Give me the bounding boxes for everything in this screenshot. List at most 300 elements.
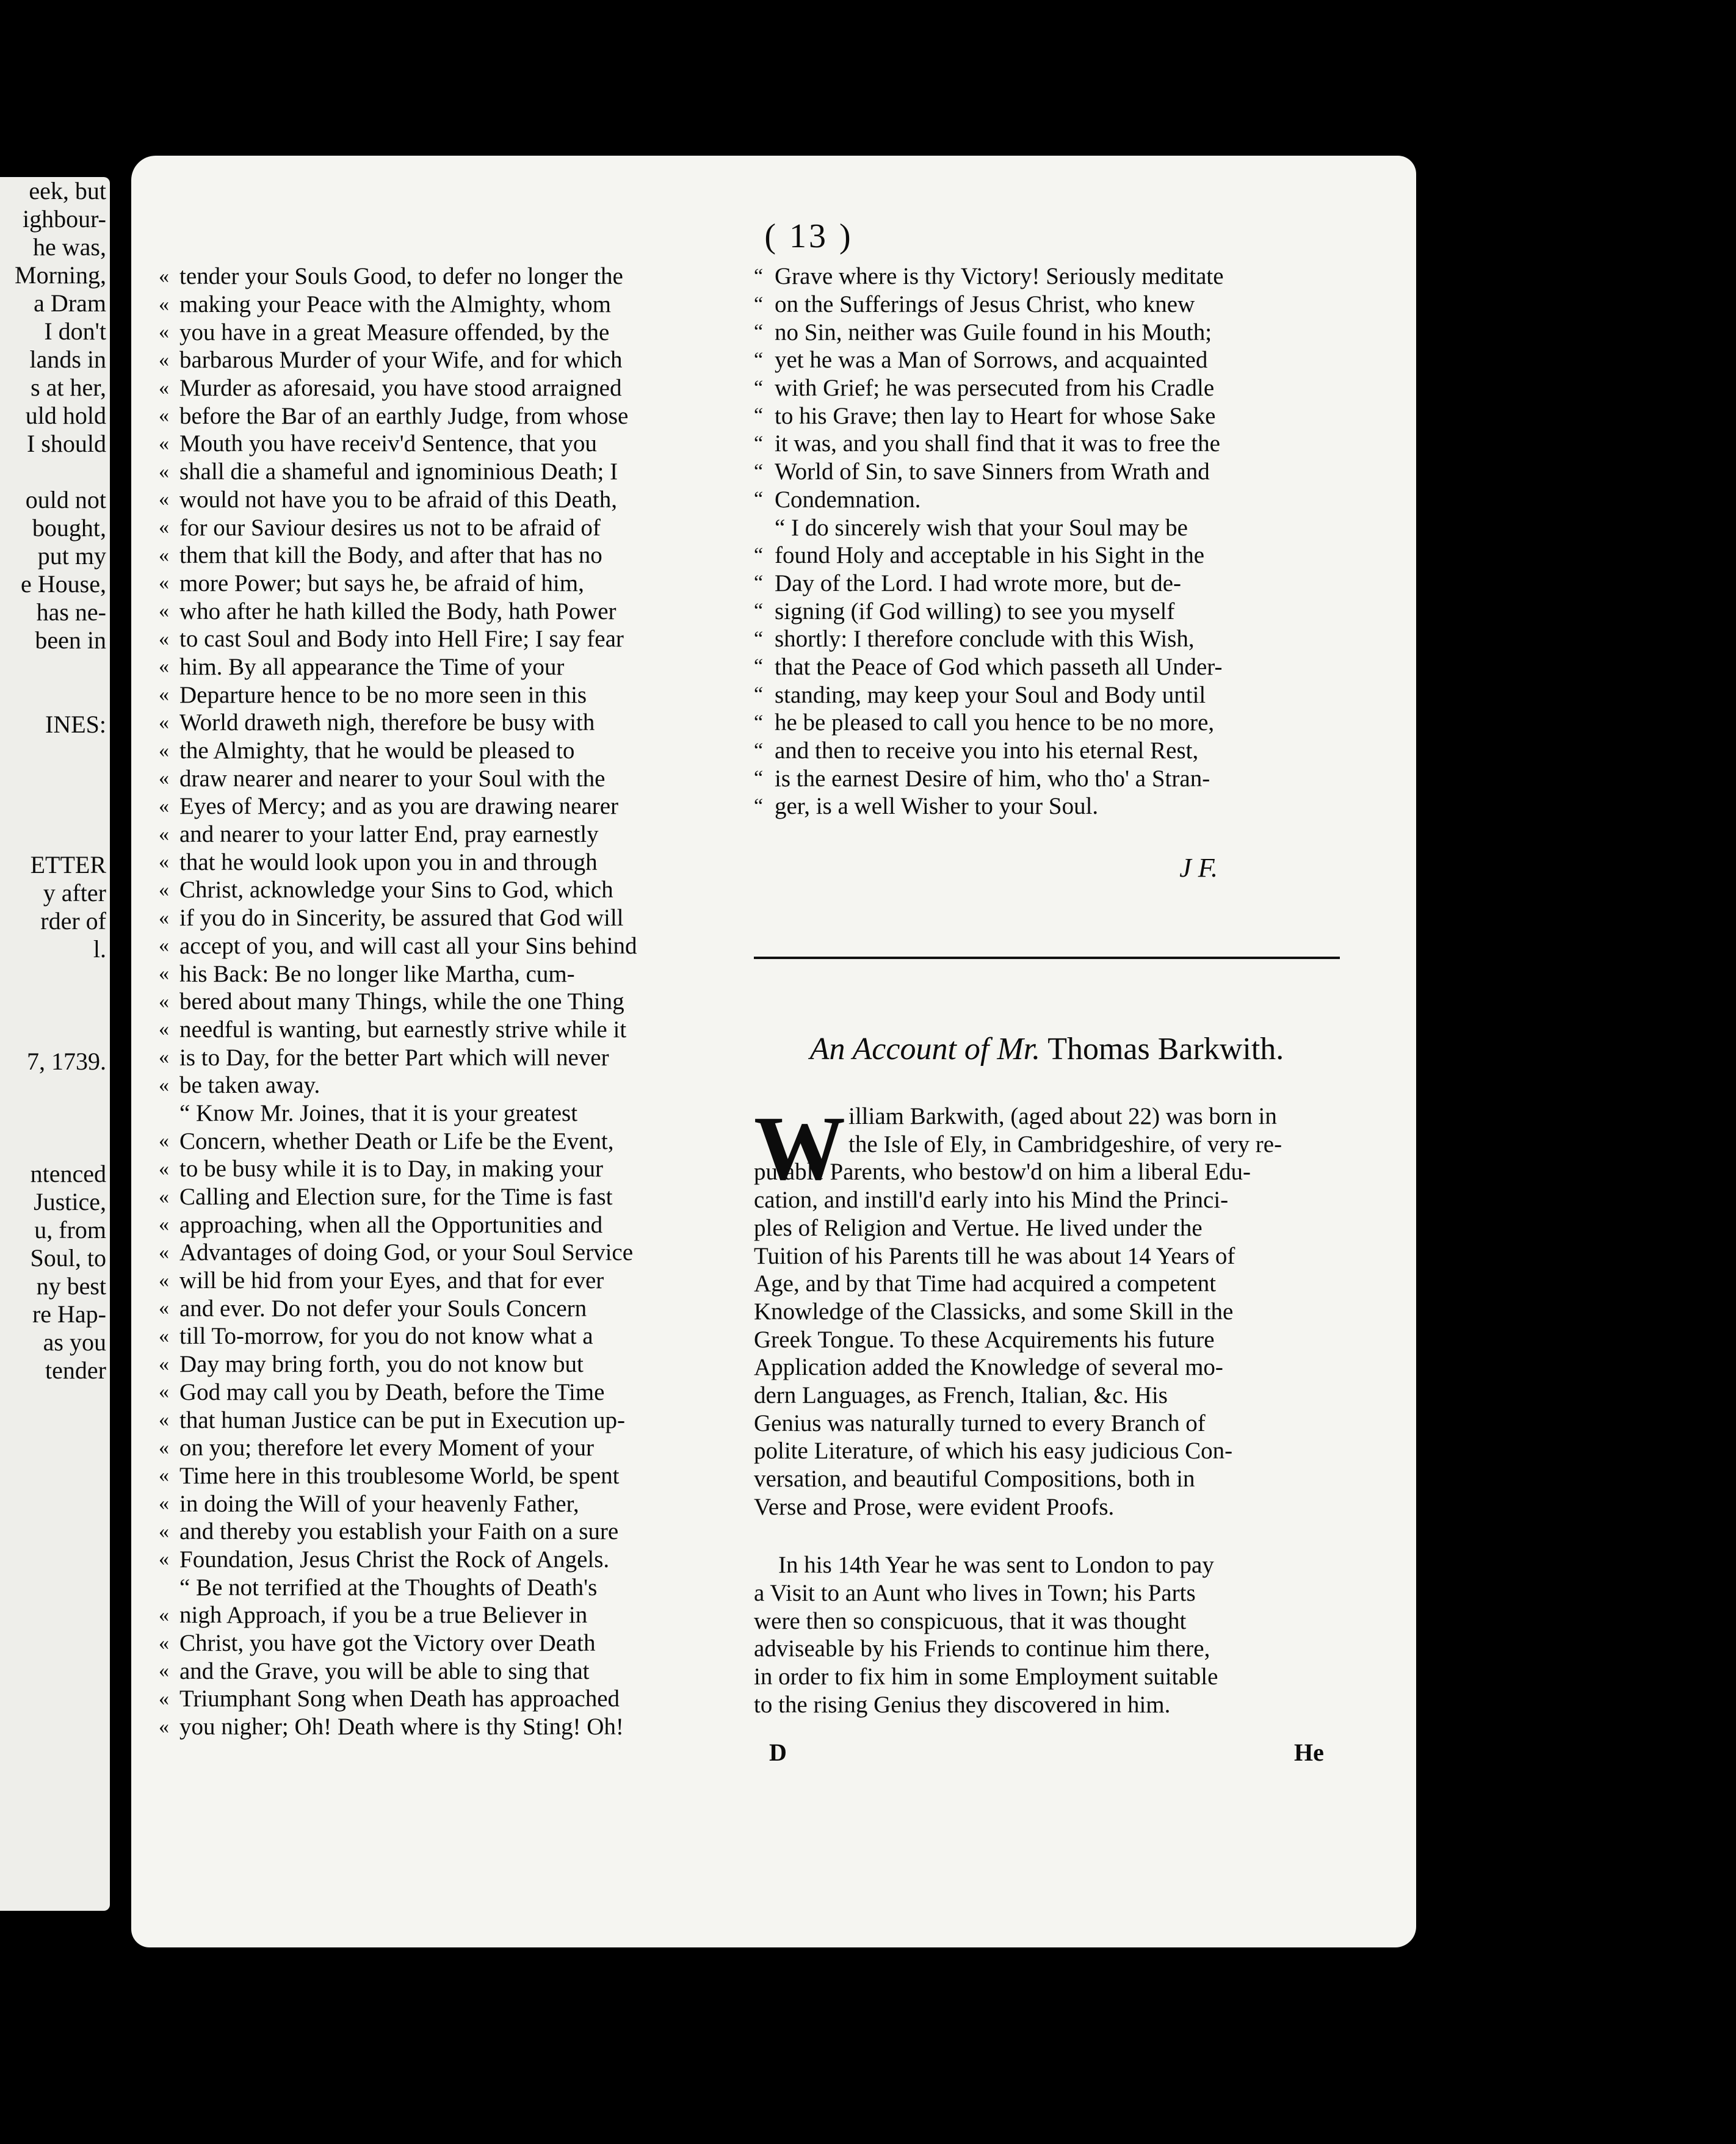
quote-mark: « [159, 1464, 169, 1487]
account-heading-name: Thomas Barkwith. [1047, 1031, 1284, 1067]
line-text: it was, and you shall find that it was to free the [775, 430, 1220, 457]
facing-page-line: ighbour- [23, 205, 106, 233]
text-line [159, 263, 742, 291]
line-text: adviseable by his Friends to continue him there, [754, 1635, 1210, 1662]
line-text: to his Grave; then lay to Heart for whose Sake [775, 402, 1216, 429]
text-line [159, 764, 742, 792]
text-line [159, 291, 742, 319]
line-text: God may call you by Death, before the Time [179, 1378, 605, 1405]
text-line [754, 1298, 1358, 1326]
line-text: tender your Souls Good, to defer no longer the [179, 263, 623, 290]
line-text: Knowledge of the Classicks, and some Skill in the [754, 1298, 1234, 1325]
line-text: polite Literature, of which his easy judicious Con- [754, 1438, 1233, 1465]
line-text: versation, and beautiful Compositions, both in [754, 1466, 1195, 1493]
line-text: World of Sin, to save Sinners from Wrath and [775, 458, 1210, 485]
text-line [754, 1382, 1358, 1410]
text-line [754, 625, 1358, 653]
account-heading-italic: An Account of Mr. [809, 1031, 1041, 1067]
facing-page-line: l. [93, 935, 106, 963]
line-text: on you; therefore let every Moment of your [179, 1435, 595, 1461]
line-text: Application added the Knowledge of several mo- [754, 1354, 1223, 1381]
facing-page-line: u, from [34, 1216, 106, 1244]
text-line [754, 1551, 1358, 1579]
quote-mark: « [159, 794, 169, 817]
line-text: them that kill the Body, and after that has no [179, 542, 602, 569]
text-line [754, 1409, 1358, 1437]
quote-mark: « [159, 683, 169, 706]
facing-page-line: he was, [33, 233, 106, 261]
text-line [754, 709, 1358, 737]
quote-mark: “ [754, 627, 764, 650]
line-text: he be pleased to call you hence to be no more, [775, 709, 1215, 736]
line-text: his Back: Be no longer like Martha, cum- [179, 960, 575, 987]
line-text: Eyes of Mercy; and as you are drawing nearer [179, 793, 619, 820]
line-text: Foundation, Jesus Christ the Rock of Angels. [179, 1546, 610, 1573]
quote-mark: « [159, 934, 169, 957]
line-text: who after he hath killed the Body, hath Power [179, 598, 617, 625]
line-text: shortly: I therefore conclude with this Wish, [775, 626, 1195, 653]
text-line [754, 263, 1358, 291]
quote-mark: « [159, 404, 169, 427]
text-line [754, 1493, 1358, 1521]
facing-page-line: bought, [32, 514, 106, 541]
line-text: the Almighty, that he would be pleased to [179, 737, 575, 764]
quote-mark: « [159, 1352, 169, 1375]
quote-mark: « [159, 348, 169, 371]
text-line [754, 737, 1358, 765]
text-line [159, 318, 742, 346]
quote-mark: “ [754, 571, 764, 595]
line-text: till To-morrow, for you do not know what a [179, 1323, 593, 1350]
quote-mark: « [159, 1046, 169, 1069]
text-line [159, 1518, 742, 1546]
line-text: and nearer to your latter End, pray earnestly [179, 821, 599, 848]
line-text: no Sin, neither was Guile found in his Mouth; [775, 319, 1212, 346]
quote-mark: « [159, 962, 169, 985]
line-text: the Isle of Ely, in Cambridgeshire, of very re- [848, 1131, 1282, 1157]
line-text: Christ, acknowledge your Sins to God, which [179, 877, 613, 904]
quote-mark: « [159, 1324, 169, 1347]
account-paragraph-2 [754, 1551, 1358, 1718]
line-text: is the earnest Desire of him, who tho' a Stran- [775, 765, 1210, 792]
right-column [754, 263, 1358, 1718]
text-line [159, 1267, 742, 1295]
text-line [754, 597, 1358, 625]
line-text: Day may bring forth, you do not know but [179, 1351, 584, 1378]
quote-mark: “ [754, 683, 764, 706]
quote-mark: “ [754, 321, 764, 344]
line-text: you have in a great Measure offended, by the [179, 319, 610, 346]
text-line [159, 1546, 742, 1574]
quote-mark: « [159, 1408, 169, 1432]
text-line [754, 458, 1358, 486]
line-text: signing (if God willing) to see you myself [775, 598, 1175, 625]
drop-cap-letter: W [754, 1097, 845, 1199]
facing-page-line: ould not [25, 486, 106, 513]
facing-page-line: 7, 1739. [27, 1048, 106, 1075]
letter-signature: J F. [1179, 852, 1218, 883]
quote-mark: « [159, 711, 169, 734]
line-text: needful is wanting, but earnestly strive while it [179, 1016, 627, 1043]
quote-mark: « [159, 1715, 169, 1738]
text-line [159, 541, 742, 570]
quote-mark: “ [754, 655, 764, 678]
line-text: Calling and Election sure, for the Time is fast [179, 1184, 613, 1211]
letter-continuation [754, 263, 1358, 820]
text-line [159, 653, 742, 681]
text-line [159, 1685, 742, 1713]
text-line [754, 291, 1358, 319]
facing-page-edge [0, 177, 110, 1911]
quote-mark: « [159, 655, 169, 678]
text-line [754, 1691, 1358, 1719]
line-text: Departure hence to be no more seen in this [179, 681, 587, 708]
line-text: before the Bar of an earthly Judge, from whose [179, 402, 629, 429]
facing-page-line: lands in [29, 346, 106, 373]
line-text: would not have you to be afraid of this Death, [179, 486, 617, 513]
facing-page-line: as you [43, 1328, 106, 1356]
text-line [159, 1629, 742, 1657]
quote-mark: “ [754, 488, 764, 511]
text-line [159, 904, 742, 932]
quote-mark: « [159, 1519, 169, 1543]
text-line [159, 1378, 742, 1407]
quote-mark: “ [754, 404, 764, 427]
text-line [159, 458, 742, 486]
line-text: Murder as aforesaid, you have stood arraigned [179, 375, 622, 402]
facing-page-line: INES: [45, 711, 106, 738]
quote-mark: « [159, 822, 169, 846]
line-text: making your Peace with the Almighty, whom [179, 291, 611, 318]
line-text: “ Be not terrified at the Thoughts of Death's [179, 1574, 598, 1601]
text-line [754, 1437, 1358, 1465]
text-line [754, 346, 1358, 374]
facing-page-line: eek, but [29, 177, 106, 205]
quote-mark: “ [754, 376, 764, 399]
line-text: Greek Tongue. To these Acquirements his future [754, 1326, 1215, 1353]
quote-mark: « [159, 1157, 169, 1180]
text-line [159, 709, 742, 737]
text-line [754, 374, 1358, 402]
line-text: be taken away. [179, 1072, 320, 1099]
text-line [754, 486, 1358, 514]
line-text: if you do in Sincerity, be assured that God will [179, 905, 624, 932]
quote-mark: « [159, 599, 169, 623]
quote-mark: “ [754, 264, 764, 288]
quote-mark: « [159, 432, 169, 455]
line-text: ples of Religion and Vertue. He lived under the [754, 1214, 1203, 1241]
facing-page-line: s at her, [31, 374, 106, 401]
text-line [754, 653, 1358, 681]
quote-mark: “ [754, 599, 764, 623]
line-text: with Grief; he was persecuted from his Cradle [775, 375, 1215, 402]
text-line [754, 1214, 1358, 1242]
line-text: to the rising Genius they discovered in him. [754, 1691, 1171, 1718]
book-page [131, 156, 1416, 1947]
line-text: accept of you, and will cast all your Sins behind [179, 932, 637, 959]
text-line [159, 960, 742, 988]
line-text: a Visit to an Aunt who lives in Town; his Parts [754, 1580, 1196, 1607]
quote-mark: « [159, 516, 169, 539]
quote-mark: « [159, 321, 169, 344]
text-line [159, 625, 742, 653]
facing-page-line: tender [45, 1356, 106, 1384]
quote-mark: « [159, 1018, 169, 1041]
text-line [754, 1242, 1358, 1270]
quote-mark: « [159, 850, 169, 874]
text-line [159, 1016, 742, 1044]
quote-mark: « [159, 264, 169, 288]
line-text: and then to receive you into his eternal Rest, [775, 737, 1199, 764]
line-text: were then so conspicuous, that it was thought [754, 1607, 1187, 1634]
quote-mark: « [159, 906, 169, 929]
text-line [159, 1657, 742, 1685]
line-text: Tuition of his Parents till he was about 14 Years of [754, 1242, 1235, 1269]
text-line [159, 1434, 742, 1462]
line-text: barbarous Murder of your Wife, and for which [179, 347, 623, 374]
text-line [159, 1183, 742, 1211]
line-text: in order to fix him in some Employment suitable [754, 1664, 1218, 1690]
left-column [159, 263, 742, 1740]
line-text: that the Peace of God which passeth all Under- [775, 653, 1223, 680]
facing-page-line: e House, [21, 570, 106, 598]
text-line [159, 1294, 742, 1322]
quote-mark: « [159, 543, 169, 567]
facing-page-line: ny best [36, 1272, 106, 1300]
quote-mark: “ [754, 794, 764, 817]
line-text: to be busy while it is to Day, in making your [179, 1156, 603, 1182]
text-line [159, 876, 742, 904]
line-text: putable Parents, who bestow'd on him a liberal Edu- [754, 1159, 1251, 1186]
line-text: him. By all appearance the Time of your [179, 653, 565, 680]
text-line [754, 1353, 1358, 1382]
quote-mark: “ [754, 739, 764, 762]
account-paragraph-1 [754, 1097, 1358, 1521]
facing-page-line: I should [27, 430, 106, 457]
text-line [754, 1607, 1358, 1635]
quote-mark: “ [754, 543, 764, 567]
line-text: World draweth nigh, therefore be busy with [179, 709, 595, 736]
text-line [159, 1601, 742, 1629]
quote-mark: « [159, 1185, 169, 1208]
line-text: Grave where is thy Victory! Seriously meditate [775, 263, 1224, 290]
facing-page-line: Morning, [15, 261, 106, 289]
text-line [754, 402, 1358, 430]
line-text: and thereby you establish your Faith on a sure [179, 1518, 619, 1545]
line-text: draw nearer and nearer to your Soul with the [179, 765, 606, 792]
line-text: Condemnation. [775, 486, 921, 513]
line-text: Concern, whether Death or Life be the Event, [179, 1128, 614, 1154]
text-line [754, 681, 1358, 709]
section-divider-rule [754, 957, 1340, 959]
quote-mark: « [159, 1380, 169, 1403]
line-text: in doing the Will of your heavenly Father, [179, 1490, 579, 1517]
text-line [159, 1239, 742, 1267]
text-line [754, 1465, 1358, 1493]
line-text: Age, and by that Time had acquired a competent [754, 1270, 1217, 1297]
line-text: bered about many Things, while the one Thing [179, 988, 624, 1015]
catchword: He [1294, 1739, 1324, 1766]
text-line [159, 486, 742, 514]
quote-mark: « [159, 1687, 169, 1710]
account-heading [754, 1031, 1340, 1067]
facing-page-line: Soul, to [30, 1244, 106, 1272]
text-line [159, 597, 742, 625]
facing-page-line: uld hold [25, 402, 106, 429]
line-text: cation, and instill'd early into his Mind the Princi- [754, 1187, 1229, 1214]
text-line [159, 1099, 742, 1128]
text-line [754, 570, 1358, 598]
line-text: for our Saviour desires us not to be afraid of [179, 514, 601, 541]
quote-mark: “ [754, 460, 764, 483]
quote-mark: « [159, 571, 169, 595]
text-line [159, 1211, 742, 1239]
text-line [754, 1663, 1358, 1691]
line-text: shall die a shameful and ignominious Death; I [179, 458, 618, 485]
text-line [159, 430, 742, 458]
text-line [159, 820, 742, 849]
quote-mark: “ [754, 711, 764, 734]
text-line [159, 848, 742, 876]
quote-mark: « [159, 1129, 169, 1153]
line-text: illiam Barkwith, (aged about 22) was born in [848, 1103, 1277, 1130]
line-text: is to Day, for the better Part which will never [179, 1044, 609, 1071]
facing-page-text [15, 177, 106, 1385]
quote-mark: « [159, 767, 169, 790]
facing-page-line: y after [43, 879, 106, 907]
facing-page-line: been in [35, 626, 106, 654]
text-line [754, 513, 1358, 541]
facing-page-line: rder of [40, 907, 106, 935]
facing-page-line: Justice, [34, 1188, 106, 1215]
line-text: Time here in this troublesome World, be spent [179, 1462, 620, 1489]
line-text: ger, is a well Wisher to your Soul. [775, 793, 1099, 820]
text-line [159, 1155, 742, 1183]
line-text: yet he was a Man of Sorrows, and acquainted [775, 347, 1208, 374]
line-text: Mouth you have receiv'd Sentence, that you [179, 430, 597, 457]
quote-mark: « [159, 1213, 169, 1236]
text-line [159, 1127, 742, 1155]
quote-mark: « [159, 627, 169, 650]
line-text: that human Justice can be put in Execution up- [179, 1407, 625, 1433]
text-line [754, 430, 1358, 458]
quote-mark: « [159, 1073, 169, 1096]
quote-mark: « [159, 488, 169, 511]
text-line [159, 681, 742, 709]
quote-mark: « [159, 1548, 169, 1571]
line-text: Christ, you have got the Victory over Death [179, 1630, 596, 1657]
text-line [754, 1325, 1358, 1353]
quote-mark: « [159, 1240, 169, 1264]
signature-mark: D [769, 1739, 787, 1766]
text-line [159, 513, 742, 541]
line-text: found Holy and acceptable in his Sight in the [775, 542, 1205, 569]
facing-page-line: ETTER [30, 851, 106, 878]
text-line [754, 541, 1358, 570]
facing-page-line: I don't [44, 317, 106, 345]
line-text: and the Grave, you will be able to sing that [179, 1657, 590, 1684]
text-line [159, 792, 742, 820]
line-text: Genius was naturally turned to every Branch of [754, 1410, 1206, 1436]
quote-mark: « [159, 878, 169, 901]
page-number: ( 13 ) [764, 217, 853, 255]
text-line [159, 402, 742, 430]
line-text: In his 14th Year he was sent to London to pay [778, 1552, 1214, 1579]
text-line [159, 1462, 742, 1490]
text-line [159, 932, 742, 960]
quote-mark: « [159, 376, 169, 399]
line-text: “ I do sincerely wish that your Soul may be [775, 514, 1188, 541]
text-line [159, 570, 742, 598]
quote-mark: « [159, 1631, 169, 1654]
line-text: Triumphant Song when Death has approached [179, 1686, 620, 1712]
facing-page-line: put my [37, 542, 106, 570]
text-line [159, 988, 742, 1016]
quote-mark: « [159, 990, 169, 1013]
facing-page-line: ntenced [30, 1160, 106, 1187]
line-text: and ever. Do not defer your Souls Concern [179, 1295, 587, 1322]
text-line [754, 1270, 1358, 1298]
text-line [754, 764, 1358, 792]
text-line [159, 1071, 742, 1099]
facing-page-line: re Hap- [32, 1300, 106, 1328]
text-line [754, 792, 1358, 820]
quote-mark: « [159, 1297, 169, 1320]
text-line [159, 1350, 742, 1378]
line-text: dern Languages, as French, Italian, &c. His [754, 1382, 1168, 1408]
line-text: to cast Soul and Body into Hell Fire; I say fear [179, 626, 624, 653]
facing-page-line: has ne- [36, 598, 106, 626]
text-line [159, 1713, 742, 1741]
quote-mark: « [159, 1269, 169, 1292]
line-text: approaching, when all the Opportunities and [179, 1211, 603, 1238]
text-line [159, 1490, 742, 1518]
quote-mark: “ [754, 348, 764, 371]
text-line [159, 1406, 742, 1434]
quote-mark: « [159, 1492, 169, 1515]
quote-mark: « [159, 292, 169, 316]
quote-mark: “ [754, 292, 764, 316]
line-text: you nigher; Oh! Death where is thy Sting! Oh! [179, 1714, 624, 1740]
line-text: will be hid from your Eyes, and that for ever [179, 1267, 604, 1294]
line-text: nigh Approach, if you be a true Believer in [179, 1602, 588, 1629]
line-text: on the Sufferings of Jesus Christ, who knew [775, 291, 1195, 318]
text-line [754, 318, 1358, 346]
quote-mark: « [159, 1603, 169, 1626]
text-line [159, 737, 742, 765]
quote-mark: “ [754, 432, 764, 455]
line-text: “ Know Mr. Joines, that it is your greatest [179, 1099, 578, 1126]
facing-page-line: a Dram [34, 289, 106, 317]
text-line [159, 1043, 742, 1071]
text-line [159, 1322, 742, 1350]
line-text: more Power; but says he, be afraid of him, [179, 570, 584, 596]
quote-mark: “ [754, 767, 764, 790]
text-line [754, 1579, 1358, 1607]
quote-mark: « [159, 460, 169, 483]
line-text: that he would look upon you in and through [179, 849, 598, 875]
text-line [754, 1635, 1358, 1663]
quote-mark: « [159, 1659, 169, 1682]
quote-mark: « [159, 1436, 169, 1459]
line-text: Day of the Lord. I had wrote more, but de- [775, 570, 1182, 596]
text-line [159, 346, 742, 374]
text-line [159, 374, 742, 402]
text-line [159, 1573, 742, 1601]
quote-mark: « [159, 739, 169, 762]
line-text: Advantages of doing God, or your Soul Service [179, 1239, 634, 1266]
line-text: Verse and Prose, were evident Proofs. [754, 1493, 1115, 1520]
